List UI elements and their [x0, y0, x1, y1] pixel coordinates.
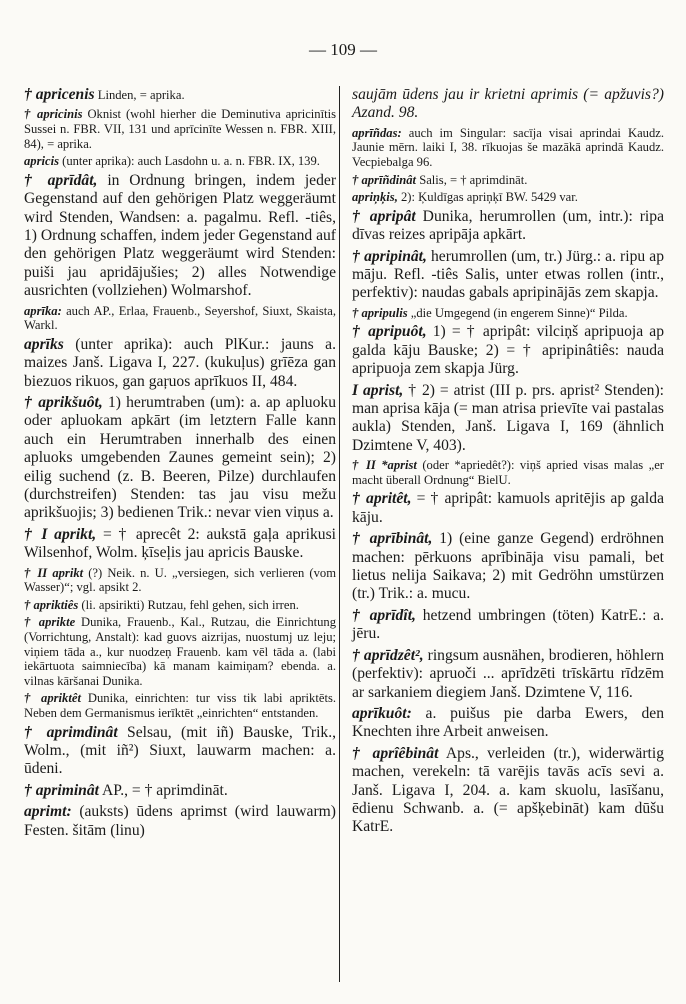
entry-text: Dunika, einrichten: tur viss tik labi apriktēts. Neben dem Germanismus ierīktēt „einrichten“ entstanden. — [24, 691, 336, 721]
entry-text: (oder *apriedêt?): viņš apried visas malas „er macht überall Ordnung“ BielU. — [352, 458, 664, 487]
entry-text: 2): Ķuldīgas apriņķī BW. 5429 var. — [397, 190, 578, 205]
entry-text: herumrollen (um, tr.) Jürg.: a. ripu ap māju. Refl. -tiês Salis, unter etwas rollen (intr., perfektiv): naudas gabals apripinājās zem skapja. — [352, 247, 664, 302]
entry-text: auch im Singular: sacīja visai aprindai Kaudz. Jaunie mērn. laiki I, 38. rīkuojas še mazākā aprindā Kaudz. Vecpiebalga 96. — [352, 125, 664, 169]
dictionary-entry — [352, 382, 664, 456]
entry-lemma: aprīñdas: — [352, 125, 402, 140]
entry-text: saujām ūdens jau ir krietni aprimis (= apžuvis?) Azand. 98. — [352, 86, 664, 122]
entry-lemma: aprīkuôt: — [352, 704, 412, 722]
entry-text: = † aprecêt 2: aukstā gaļa aprikusi Wilsenhof, Wolm. ķīseļis jau apricis Bauske. — [24, 525, 336, 562]
dictionary-entry — [24, 172, 336, 301]
entry-text: Linden, = aprika. — [94, 88, 185, 102]
entry-lemma: † aprīdît, — [352, 606, 416, 624]
entry-text: (?) Neik. n. U. „versiegen, sich verlieren (vom Wasser)“; vgl. apsikt 2. — [24, 565, 336, 595]
entry-text: Salis, = † aprimdināt. — [416, 172, 528, 187]
dictionary-entry — [352, 647, 664, 702]
entry-lemma: † apricenis — [24, 86, 95, 103]
dictionary-entry — [352, 458, 664, 487]
entry-lemma: † II *aprist — [352, 458, 417, 473]
entry-text: Dunika, Frauenb., Kal., Rutzau, die Einrichtung (Vorrichtung, Anstalt): kad guovs aizrijas, nuostumj uz leju; viņiem tāda a., kur nuodzeņ Frauenb. kam vēl tāda a. (labi iekārtuota saimniecība) kā manam kaimiņam? ebenda. a. vilnas kāršanai Dunika. — [24, 615, 337, 688]
dictionary-entry — [24, 394, 336, 523]
dictionary-entry — [352, 745, 664, 837]
entry-text: † 2) = atrist (III p. prs. aprist² Stenden): man aprisa kāja (= man atrisa prievīte vai pastalas aukla) Stenden, Janš. Ligava I, 169 (ähnlich Dzimtene V, 403). — [352, 381, 664, 454]
entry-lemma: † I aprikt, — [24, 525, 97, 543]
entry-lemma: † apriktiês — [24, 597, 79, 612]
dictionary-entry — [352, 607, 664, 644]
entry-text: = † apripât: kamuols apritējis ap galda kāju. — [352, 490, 664, 526]
dictionary-entry — [352, 306, 664, 321]
entry-text: Selsau, (mit iñ) Bauske, Trik., Wolm., (mit iñ²) Siuxt, lauwarm machen: a. ūdeni. — [24, 723, 336, 778]
dictionary-entry — [352, 248, 664, 303]
entry-lemma: † apritêt, — [352, 490, 412, 508]
dictionary-entry — [24, 86, 336, 104]
entry-lemma: † aprīdzêt², — [352, 646, 424, 664]
entry-text: ringsum ausnähen, brodieren, höhlern (perfektiv): apruoči ... aprīdzēti trīskārtu rīdzēm ar sarkaniem diegiem Janš. Dzimtene V, 116. — [352, 646, 664, 701]
dictionary-entry — [24, 803, 336, 840]
entry-lemma: † aprīñdinât — [352, 172, 417, 187]
left-column — [24, 86, 336, 843]
entry-text: (unter aprika): auch Lasdohn u. a. n. FBR. IX, 139. — [58, 154, 320, 169]
dictionary-entry — [24, 304, 336, 333]
dictionary-entry — [24, 336, 336, 391]
entry-text: a. puišus pie darba Ewers, den Knechten ihre Arbeit anweisen. — [352, 704, 664, 741]
dictionary-entry — [24, 154, 336, 169]
entry-lemma: aprimt: — [24, 803, 72, 821]
entry-lemma: † apripulis — [352, 305, 408, 320]
dictionary-entry — [352, 190, 664, 205]
entry-text: Dunika, herumrollen (um, intr.): ripa dīvas reizes apripāja apkārt. — [352, 207, 664, 244]
dictionary-entry — [352, 530, 664, 604]
entry-text: 1) herumtraben (um): a. ap apluoku oder apluokam apkārt (im letztern Falle kann auch ein Herumtraben innerhalb des einen apluoks umgebenden Zaunes gemeint sein); 2) eilig suchend (z. B. Beeren, Pilze) durchlaufen (durchstreifen) Stenden: tas jau visu mežu aprikšuojis; 3) bedienen Trik.: nevar vien viņus a. — [24, 394, 336, 522]
entry-lemma: I aprist, — [352, 381, 404, 399]
entry-lemma: † aprīdât, — [24, 171, 98, 189]
entry-lemma: † aprîêbinât — [352, 744, 439, 762]
entry-lemma: † apriktêt — [24, 691, 81, 706]
dictionary-entry — [352, 173, 664, 188]
column-divider — [339, 86, 340, 982]
entry-lemma: † aprimdinât — [24, 723, 118, 741]
entry-text: Aps., verleiden (tr.), widerwärtig machen, verekeln: tā varējis tavās acīs sevi a. Janš. Ligava I, 204. a. kam skuolu, lasīšanu, ēdienu Schwanb. a. (= apšķebināt) kam dūšu KatrE. — [352, 744, 665, 836]
entry-text: „die Umgegend (in engerem Sinne)“ Pilda. — [407, 305, 628, 320]
right-column — [352, 86, 664, 840]
entry-text: auch AP., Erlaa, Frauenb., Seyershof, Siuxt, Skaista, Warkl. — [24, 303, 336, 333]
entry-lemma: aprīks — [24, 335, 64, 353]
entry-lemma: † apriminât — [24, 781, 99, 799]
entry-text: (li. apsirikti) Rutzau, fehl gehen, sich irren. — [78, 597, 299, 612]
entry-text: 1) = † apripât: vilciņš apripuoja ap galda kāju Bauske; 2) = † apripinâtiês: nauda apripuoja zem skapja Jürg. — [352, 323, 665, 378]
dictionary-entry — [24, 107, 336, 151]
entry-lemma: † apripuôt, — [352, 323, 427, 341]
entry-text: (unter aprika): auch PlKur.: jauns a. maizes Janš. Ligava I, 227. (kukuļus) grīēza gan biezuos rikuos, gan gaŗuos aprīkuos II, 484. — [24, 335, 336, 390]
entry-text: 1) (eine ganze Gegend) erdröhnen machen: pērkuons aprībināja visu pamali, bet lietus nelija Saikava; 2) mit Gedröhn umstürzen (tr.) Trik.: a. mucu. — [352, 530, 664, 603]
entry-text: Oknist (wohl hierher die Deminutiva apricinītis Sussei n. FBR. VII, 131 und aprīcinīte Wessen n. FBR. XIII, 84), = aprika. — [24, 107, 336, 151]
entry-text: (auksts) ūdens aprimst (wird lauwarm) Festen. šitām (linu) — [24, 803, 336, 839]
dictionary-entry — [24, 526, 336, 563]
dictionary-entry — [24, 615, 336, 688]
entry-text: in Ordnung bringen, indem jeder Gegenstand auf den gehörigen Platz weggeräumt wird Stenden, Wandsen: a. pagalmu. Refl. -tiês, 1) Ordnung schaffen, indem jeder Gegenstand auf den gehörigen Platz weggeräumt wird Stenden: puiši jau apridājušies; 2) alles Notwendige ausrichten (vollziehen) Wolmarshof. — [24, 171, 337, 300]
dictionary-entry — [352, 323, 664, 378]
entry-lemma: † aprībinât, — [352, 530, 433, 548]
entry-lemma: † aprikšuôt, — [24, 394, 103, 412]
entry-lemma: apriņķis, — [352, 190, 398, 205]
dictionary-entry — [24, 724, 336, 779]
dictionary-entry — [352, 208, 664, 245]
entry-lemma: † apripât — [352, 207, 416, 225]
dictionary-entry — [352, 490, 664, 527]
entry-lemma: apricis — [24, 154, 59, 169]
entry-lemma: † apripinât, — [352, 247, 427, 265]
dictionary-entry — [24, 598, 336, 613]
entry-lemma: † apricinis — [24, 107, 83, 122]
dictionary-entry — [352, 126, 664, 170]
entry-text: AP., = † aprimdināt. — [98, 781, 228, 799]
dictionary-entry — [24, 566, 336, 595]
entry-lemma: † II aprikt — [24, 565, 84, 580]
entry-lemma: † aprikte — [24, 615, 76, 630]
dictionary-entry — [24, 691, 336, 720]
dictionary-entry — [352, 705, 664, 742]
dictionary-entry — [24, 782, 336, 800]
page-number: — 109 — — [309, 40, 377, 59]
entry-lemma: aprīka: — [24, 303, 62, 318]
entry-text: hetzend umbringen (töten) KatrE.: a. jēru. — [352, 606, 664, 643]
dictionary-entry — [352, 86, 664, 123]
